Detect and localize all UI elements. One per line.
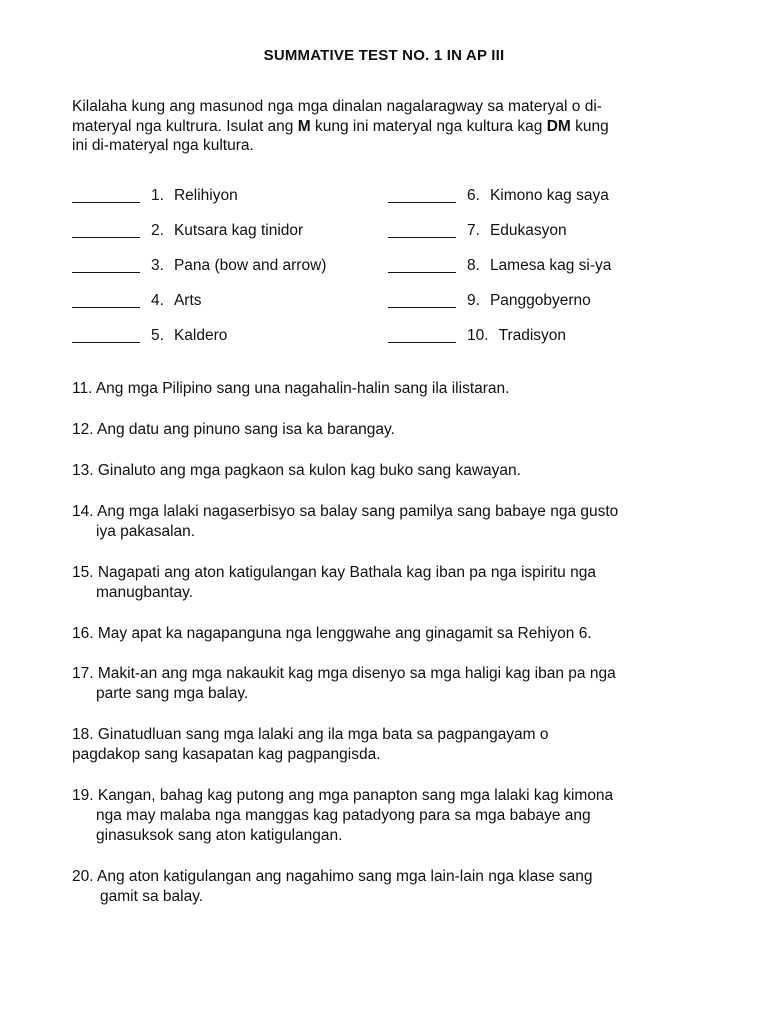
- statement-item: [72, 563, 712, 603]
- list-item: [72, 257, 326, 275]
- statement-item: [72, 786, 712, 846]
- statement-item: [72, 867, 712, 907]
- item-number: 10.: [467, 327, 489, 344]
- item-text: Panggobyerno: [489, 292, 591, 309]
- list-item: [388, 292, 591, 310]
- item-number: 3.: [151, 257, 164, 274]
- instructions-text-4: kung: [570, 117, 609, 135]
- item-number: 5.: [151, 327, 164, 344]
- answer-blank[interactable]: [388, 306, 456, 308]
- item-text: Kutsara kag tinidor: [173, 222, 304, 239]
- instructions-text-3: kung ini materyal nga kultura kag: [310, 117, 547, 135]
- instructions-text-2: materyal nga kultrura. Isulat ang: [72, 117, 298, 135]
- answer-blank[interactable]: [72, 236, 140, 238]
- statement-line: 16. May apat ka nagapanguna nga lenggwahe ang ginagamit sa Rehiyon 6.: [72, 625, 592, 642]
- statement-item: [72, 624, 712, 644]
- answer-blank[interactable]: [72, 341, 140, 343]
- item-text: Relihiyon: [173, 187, 238, 204]
- statement-continuation: ginasuksok sang aton katigulangan.: [96, 827, 343, 844]
- statement-continuation: iya pakasalan.: [96, 523, 196, 540]
- statement-continuation: parte sang mga balay.: [96, 685, 249, 702]
- item-number: 4.: [151, 292, 164, 309]
- statement-item: [72, 379, 712, 399]
- item-number: 9.: [467, 292, 480, 309]
- instructions-text-1: Kilalaha kung ang masunod nga mga dinalan nagalaragway sa materyal o di-: [72, 98, 602, 115]
- answer-blank[interactable]: [72, 306, 140, 308]
- statement-continuation: pagdakop sang kasapatan kag pagpangisda.: [72, 746, 381, 763]
- answer-blank[interactable]: [388, 201, 456, 203]
- list-item: [388, 187, 609, 205]
- statement-line: 19. Kangan, bahag kag putong ang mga panapton sang mga lalaki kag kimona: [72, 787, 614, 804]
- item-text: Pana (bow and arrow): [173, 257, 327, 274]
- statement-continuation: nga may malaba nga manggas kag patadyong para sa mga babaye ang: [96, 807, 591, 824]
- answer-blank[interactable]: [72, 201, 140, 203]
- list-item: [72, 327, 227, 345]
- list-item: [72, 292, 202, 310]
- statement-item: [72, 461, 712, 481]
- item-text: Lamesa kag si-ya: [489, 257, 612, 274]
- item-text: Kaldero: [173, 327, 228, 344]
- page-title: SUMMATIVE TEST NO. 1 IN AP III: [263, 47, 505, 64]
- answer-blank[interactable]: [388, 341, 456, 343]
- statement-line: 14. Ang mga lalaki nagaserbisyo sa balay sang pamilya sang babaye nga gusto: [72, 503, 619, 520]
- item-text: Kimono kag saya: [489, 187, 609, 204]
- item-text: Arts: [173, 292, 202, 309]
- statement-continuation: gamit sa balay.: [100, 888, 204, 905]
- statement-line: 13. Ginaluto ang mga pagkaon sa kulon kag buko sang kawayan.: [72, 462, 521, 479]
- instructions-text-5: ini di-materyal nga kultura.: [72, 137, 254, 154]
- item-number: 1.: [151, 187, 164, 204]
- item-text: Tradisyon: [498, 327, 567, 344]
- statement-line: 18. Ginatudluan sang mga lalaki ang ila mga bata sa pagpangayam o: [72, 726, 549, 743]
- statement-item: [72, 420, 712, 440]
- answer-blank[interactable]: [72, 271, 140, 273]
- list-item: [72, 187, 238, 205]
- statement-item: [72, 664, 712, 704]
- list-item: [388, 327, 566, 345]
- item-number: 8.: [467, 257, 480, 274]
- list-item: [388, 222, 567, 240]
- answer-blank[interactable]: [388, 236, 456, 238]
- material-code: M: [297, 117, 311, 135]
- statement-line: 12. Ang datu ang pinuno sang isa ka barangay.: [72, 421, 395, 438]
- statement-continuation: manugbantay.: [96, 584, 194, 601]
- statement-line: 17. Makit-an ang mga nakaukit kag mga disenyo sa mga haligi kag iban pa nga: [72, 665, 616, 682]
- list-item: [72, 222, 303, 240]
- statement-line: 20. Ang aton katigulangan ang nagahimo sang mga lain-lain nga klase sang: [72, 868, 593, 885]
- statement-line: 15. Nagapati ang aton katigulangan kay Bathala kag iban pa nga ispiritu nga: [72, 564, 596, 581]
- item-number: 2.: [151, 222, 164, 239]
- statement-line: 11. Ang mga Pilipino sang una nagahalin-halin sang ila ilistaran.: [72, 380, 510, 397]
- non-material-code: DM: [546, 117, 571, 135]
- item-text: Edukasyon: [489, 222, 567, 239]
- statement-item: [72, 725, 712, 765]
- answer-blank[interactable]: [388, 271, 456, 273]
- item-number: 6.: [467, 187, 480, 204]
- statement-item: [72, 502, 712, 542]
- list-item: [388, 257, 611, 275]
- item-number: 7.: [467, 222, 480, 239]
